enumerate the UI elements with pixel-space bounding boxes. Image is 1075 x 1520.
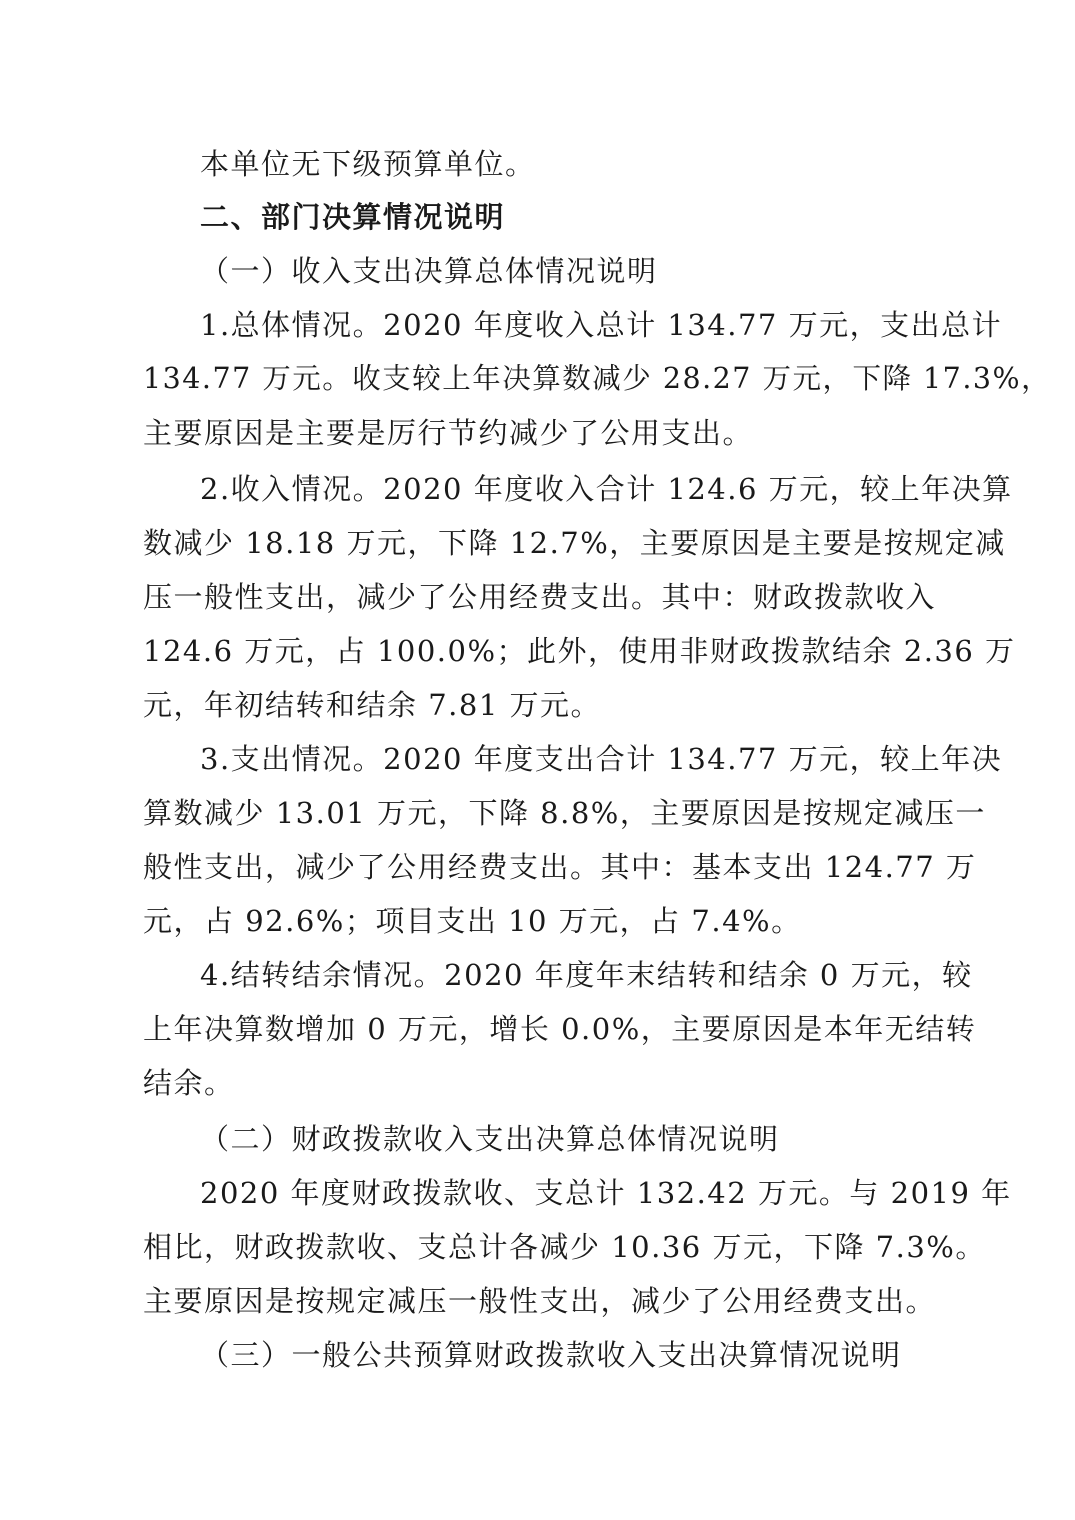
- paragraph-line: 2.收入情况。2020 年度收入合计 124.6 万元，较上年决算: [200, 472, 1013, 506]
- paragraph-line: 124.6 万元，占 100.0%；此外，使用非财政拨款结余 2.36 万: [143, 634, 1016, 668]
- paragraph-line: 2020 年度财政拨款收、支总计 132.42 万元。与 2019 年: [200, 1176, 1012, 1210]
- paragraph-line: 数减少 18.18 万元，下降 12.7%，主要原因是主要是按规定减: [143, 526, 1006, 560]
- subsection-heading: （三）一般公共预算财政拨款收入支出决算情况说明: [200, 1338, 902, 1372]
- paragraph-line: 主要原因是按规定减压一般性支出，减少了公用经费支出。: [143, 1284, 937, 1318]
- paragraph-line: 上年决算数增加 0 万元，增长 0.0%，主要原因是本年无结转: [143, 1012, 977, 1046]
- paragraph-line: 1.总体情况。2020 年度收入总计 134.77 万元，支出总计: [200, 308, 1003, 342]
- paragraph-line: 4.结转结余情况。2020 年度年末结转和结余 0 万元，较: [200, 958, 973, 992]
- paragraph-line: 般性支出，减少了公用经费支出。其中：基本支出 124.77 万: [143, 850, 977, 884]
- paragraph-line: 本单位无下级预算单位。: [200, 147, 536, 181]
- paragraph-line: 3.支出情况。2020 年度支出合计 134.77 万元，较上年决: [200, 742, 1003, 776]
- subsection-heading: （二）财政拨款收入支出决算总体情况说明: [200, 1122, 780, 1156]
- section-heading: 二、部门决算情况说明: [200, 200, 506, 234]
- paragraph-line: 压一般性支出，减少了公用经费支出。其中：财政拨款收入: [143, 580, 937, 614]
- paragraph-line: 元，年初结转和结余 7.81 万元。: [143, 688, 602, 722]
- paragraph-line: 134.77 万元。收支较上年决算数减少 28.27 万元，下降 17.3%，: [143, 362, 1052, 395]
- paragraph-line: 元，占 92.6%；项目支出 10 万元，占 7.4%。: [143, 904, 802, 938]
- paragraph-line: 算数减少 13.01 万元，下降 8.8%，主要原因是按规定减压一: [143, 796, 986, 830]
- paragraph-line: 主要原因是主要是厉行节约减少了公用支出。: [143, 416, 754, 450]
- paragraph-line: 相比，财政拨款收、支总计各减少 10.36 万元，下降 7.3%。: [143, 1230, 986, 1264]
- paragraph-line: 结余。: [143, 1066, 235, 1100]
- subsection-heading: （一）收入支出决算总体情况说明: [200, 254, 658, 288]
